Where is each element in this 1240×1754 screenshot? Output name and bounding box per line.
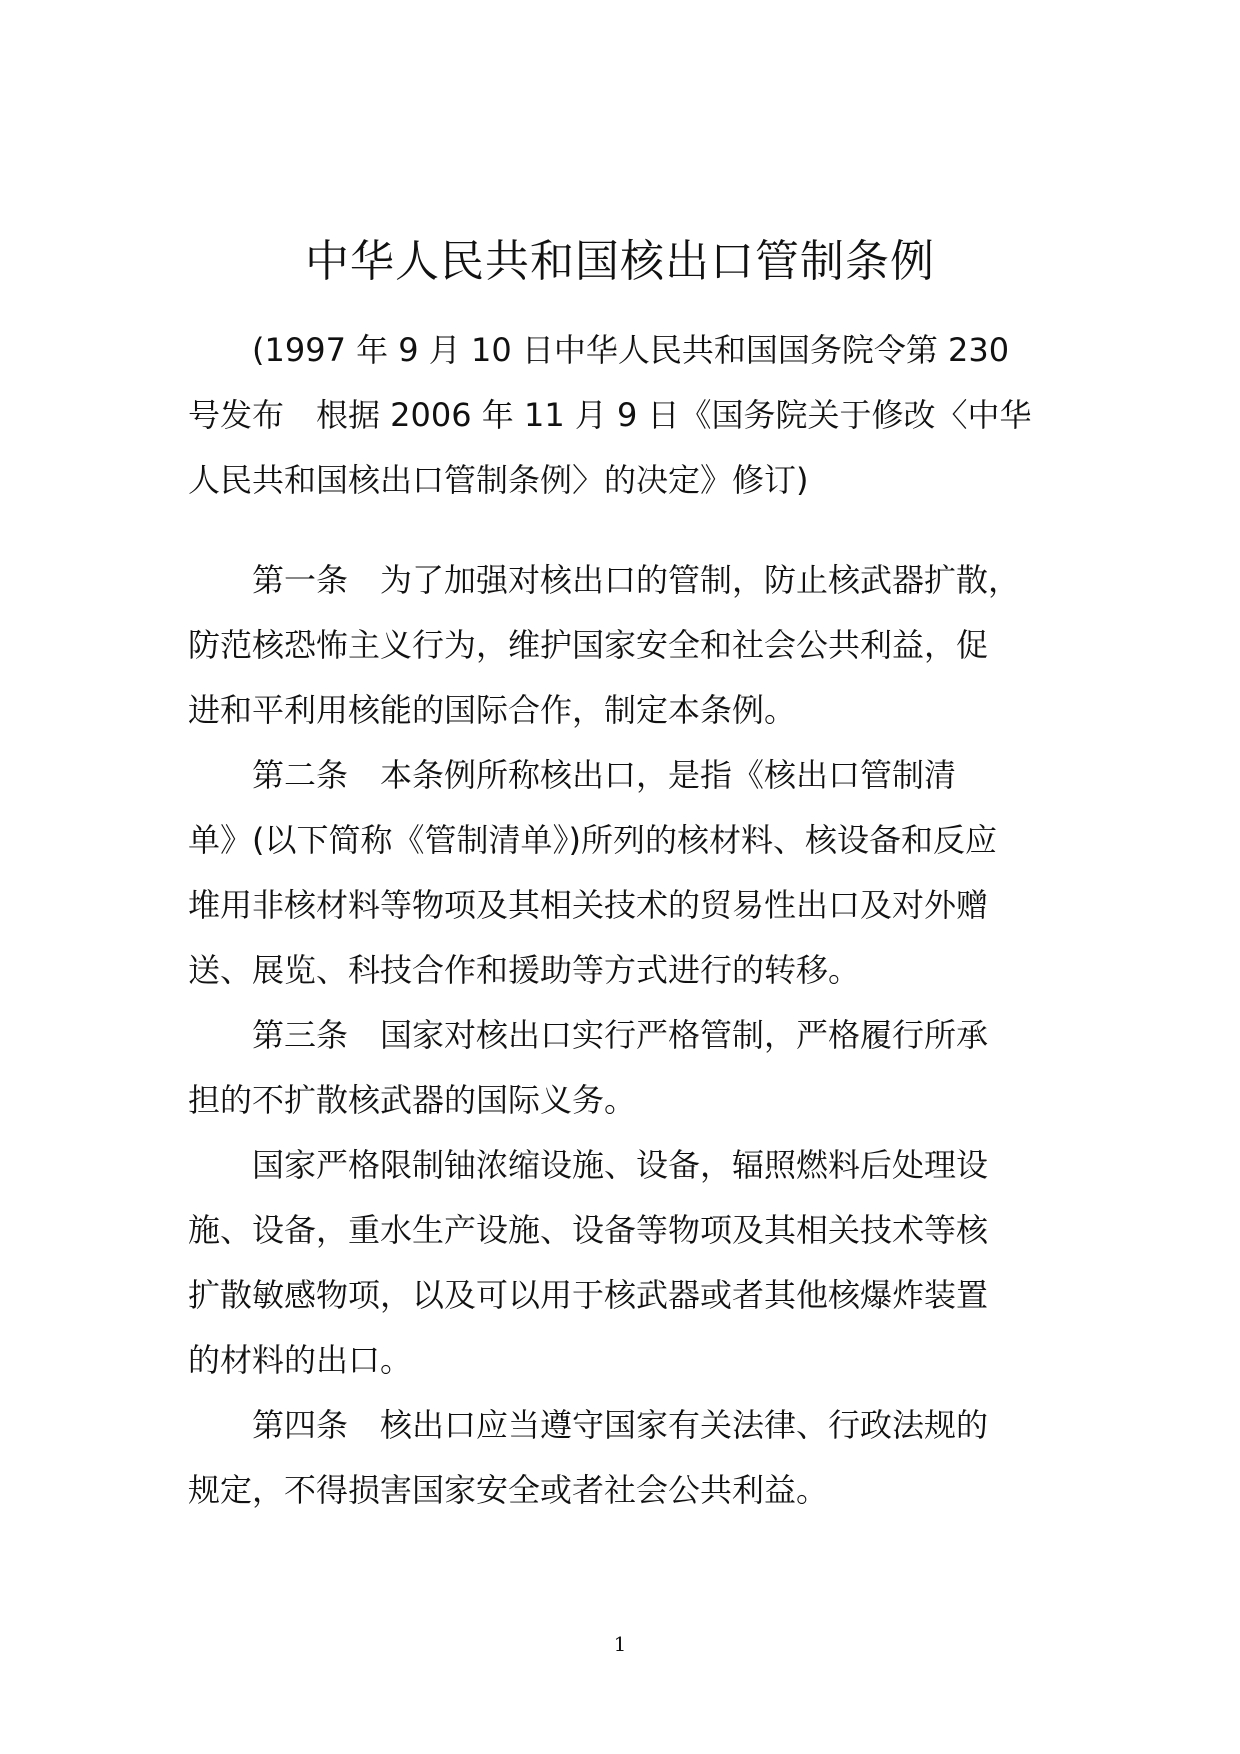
article-4-line: 规定，不得损害国家安全或者社会公共利益。 <box>188 1471 829 1509</box>
article-4-line: 第四条 核出口应当遵守国家有关法律、行政法规的 <box>252 1406 989 1444</box>
document-title: 中华人民共和国核出口管制条例 <box>305 236 935 287</box>
preamble-line: (1997 年 9 月 10 日中华人民共和国国务院令第 230 <box>252 331 1010 369</box>
article-1-line: 进和平利用核能的国际合作，制定本条例。 <box>188 691 797 729</box>
article-3-paragraph-2-line: 国家严格限制铀浓缩设施、设备，辐照燃料后处理设 <box>252 1146 989 1184</box>
article-1-line: 第一条 为了加强对核出口的管制，防止核武器扩散， <box>252 561 1021 599</box>
article-3-paragraph-2-line: 施、设备，重水生产设施、设备等物项及其相关技术等核 <box>188 1211 989 1249</box>
preamble-line: 人民共和国核出口管制条例〉的决定》修订) <box>188 461 809 499</box>
article-1-line: 防范核恐怖主义行为，维护国家安全和社会公共利益，促 <box>188 626 989 664</box>
article-3-paragraph-2-line: 扩散敏感物项，以及可以用于核武器或者其他核爆炸装置 <box>188 1276 989 1314</box>
article-2-line: 堆用非核材料等物项及其相关技术的贸易性出口及对外赠 <box>188 886 989 924</box>
page-number: 1 <box>613 1632 627 1656</box>
article-2-line: 第二条 本条例所称核出口，是指《核出口管制清 <box>252 756 957 794</box>
article-3-line: 第三条 国家对核出口实行严格管制，严格履行所承 <box>252 1016 989 1054</box>
article-3-paragraph-2-line: 的材料的出口。 <box>188 1341 413 1379</box>
preamble-line: 号发布 根据 2006 年 11 月 9 日《国务院关于修改〈中华 <box>188 396 1032 434</box>
article-2-line: 送、展览、科技合作和援助等方式进行的转移。 <box>188 951 861 989</box>
article-2-line: 单》(以下简称《管制清单》)所列的核材料、核设备和反应 <box>188 821 997 859</box>
regulation-body <box>188 548 1054 1523</box>
preamble <box>188 318 1054 513</box>
article-3-line: 担的不扩散核武器的国际义务。 <box>188 1081 637 1119</box>
